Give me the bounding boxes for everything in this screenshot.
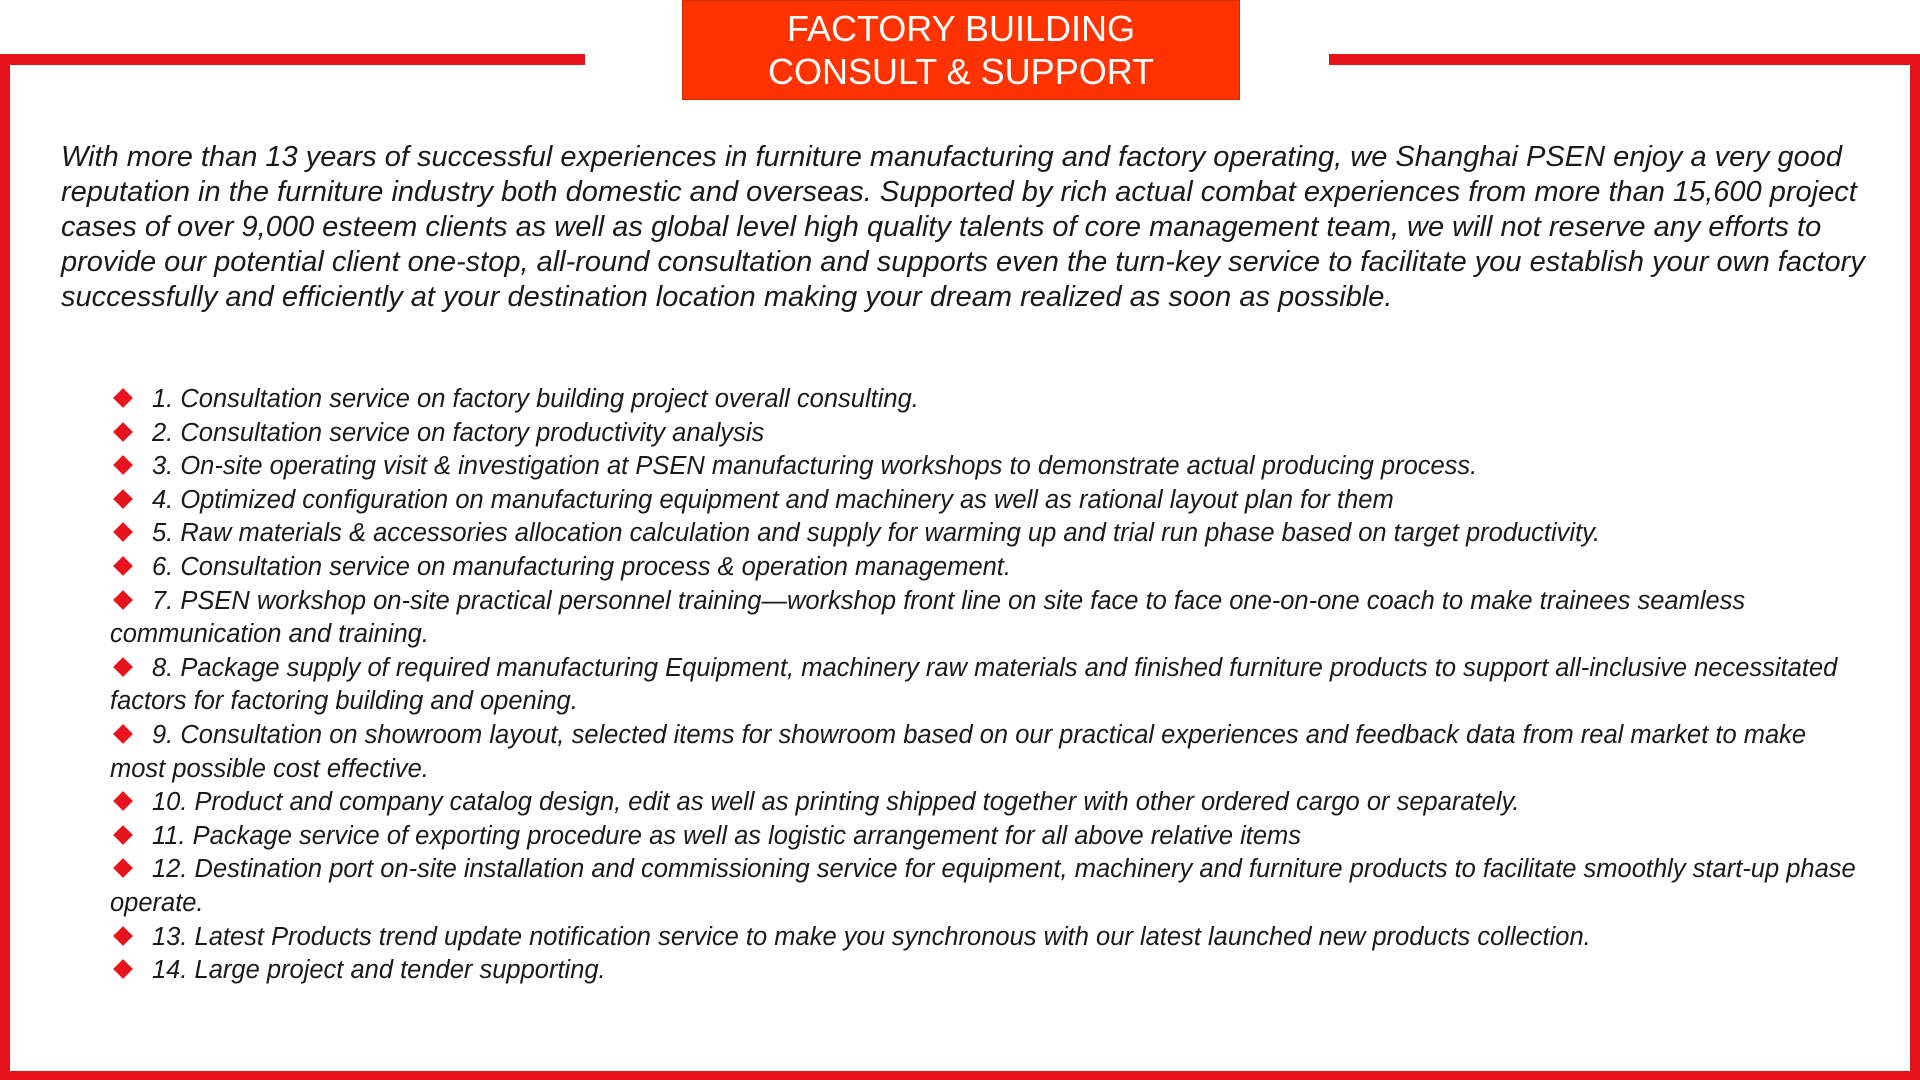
service-text: 14. Large project and tender supporting. [152, 956, 606, 985]
service-item [110, 450, 1860, 484]
service-text: 4. Optimized configuration on manufacturing equipment and machinery as well as rational layout plan for them [152, 485, 1394, 514]
diamond-bullet-icon [113, 422, 133, 442]
service-item [110, 652, 1860, 719]
service-text: 9. Consultation on showroom layout, selected items for showroom based on our practical experiences and feedback data from real market to make most possible cost effective. [110, 720, 1807, 783]
service-text: 7. PSEN workshop on-site practical personnel training—workshop front line on site face to face one-on-one coach to make trainees seamless communication and training. [110, 586, 1746, 649]
service-text: 12. Destination port on-site installation and commissioning service for equipment, machinery and furniture products to facilitate smoothly start-up phase operate. [110, 855, 1856, 917]
diamond-bullet-icon [113, 926, 133, 946]
diamond-bullet-icon [113, 858, 133, 878]
diamond-bullet-icon [113, 388, 133, 408]
title-line-2: CONSULT & SUPPORT [767, 51, 1155, 92]
service-text: 10. Product and company catalog design, edit as well as printing shipped together with other ordered cargo or separately. [152, 788, 1520, 817]
service-item [110, 786, 1860, 820]
service-item [110, 484, 1860, 518]
service-text: 6. Consultation service on manufacturing process & operation management. [152, 552, 1011, 581]
service-item [110, 719, 1860, 786]
diamond-bullet-icon [113, 489, 133, 509]
service-item [110, 517, 1860, 551]
service-item [110, 585, 1860, 652]
diamond-bullet-icon [113, 522, 133, 542]
service-text: 3. On-site operating visit & investigation at PSEN manufacturing workshops to demonstrate actual producing process. [152, 452, 1478, 481]
frame-left-bar [0, 54, 10, 1080]
frame-right-bar [1910, 54, 1920, 1080]
service-text: 11. Package service of exporting procedure as well as logistic arrangement for all above relative items [152, 821, 1302, 850]
diamond-bullet-icon [113, 657, 133, 677]
service-item [110, 921, 1860, 955]
title-line-1: FACTORY BUILDING [786, 8, 1136, 49]
diamond-bullet-icon [113, 556, 133, 576]
page-title [682, 0, 1240, 100]
service-item [110, 551, 1860, 585]
diamond-bullet-icon [113, 455, 133, 475]
diamond-bullet-icon [113, 825, 133, 845]
service-item [110, 417, 1860, 451]
diamond-bullet-icon [113, 724, 133, 744]
service-text: 2. Consultation service on factory productivity analysis [152, 418, 765, 447]
service-text: 8. Package supply of required manufacturing Equipment, machinery raw materials and finished furniture products to support all-inclusive necessitated factors for factoring building and opening. [110, 653, 1838, 716]
service-text: 5. Raw materials & accessories allocation calculation and supply for warming up and trial run phase based on target productivity. [152, 519, 1601, 548]
service-list [110, 383, 1860, 988]
diamond-bullet-icon [113, 590, 133, 610]
intro-paragraph: With more than 13 years of successful experiences in furniture manufacturing and factory operating, we Shanghai PSEN enjoy a very good reputation in the furniture industry both domestic and overseas. Supported by rich actual combat experiences from more than 15,600 project cases of over 9,000 esteem clients as well as global level high quality talents of core management team, we will not reserve any efforts to provide our potential client one-stop, all-round consultation and supports even the turn-key service to facilitate you establish your own factory successfully and efficiently at your destination location making your dream realized as soon as possible. [61, 141, 1865, 313]
service-item [110, 954, 1860, 988]
service-text: 13. Latest Products trend update notification service to make you synchronous with our latest launched new products collection. [152, 922, 1591, 951]
service-text: 1. Consultation service on factory building project overall consulting. [152, 385, 919, 413]
diamond-bullet-icon [113, 959, 133, 979]
diamond-bullet-icon [113, 791, 133, 811]
service-item [110, 820, 1860, 854]
frame-top-right-bar [1329, 54, 1920, 65]
frame-bottom-bar [0, 1071, 1920, 1080]
frame-top-left-bar [0, 54, 585, 65]
service-item [110, 383, 1860, 417]
service-item [110, 853, 1860, 920]
